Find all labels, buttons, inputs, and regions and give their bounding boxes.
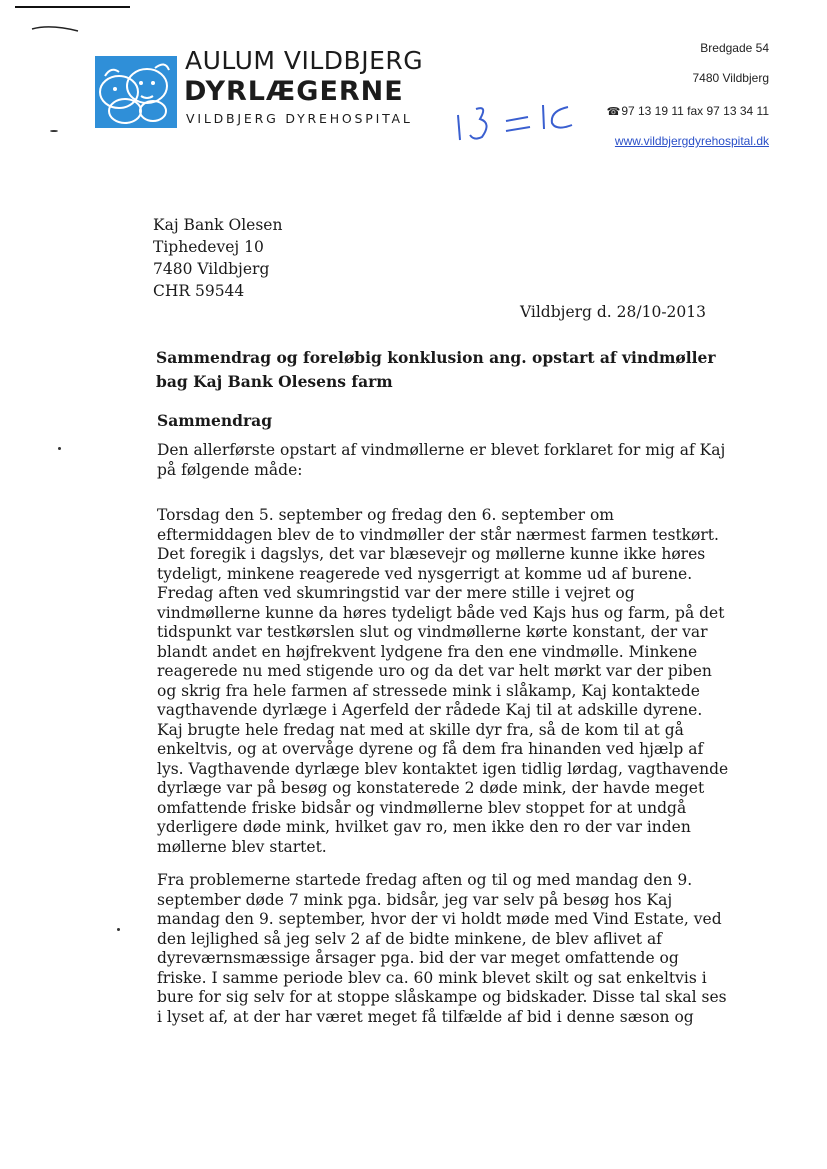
scan-speck xyxy=(117,928,120,931)
clinic-city: 7480 Vildbjerg xyxy=(692,71,769,85)
clinic-name-line1: AULUM VILDBJERG xyxy=(185,46,424,75)
scan-mark-curve xyxy=(30,20,80,32)
recipient-address xyxy=(153,214,282,302)
section-heading: Sammendrag xyxy=(157,411,273,430)
recipient-chr: CHR 59544 xyxy=(153,282,245,300)
scan-speck xyxy=(50,130,58,132)
sheep-cow-logo-icon xyxy=(95,56,177,128)
recipient-street: Tiphedevej 10 xyxy=(153,238,264,256)
scan-speck xyxy=(58,447,61,450)
telephone-icon: ☎ xyxy=(606,106,621,118)
body-paragraph: Torsdag den 5. september og fredag den 6. september om eftermiddagen blev de to vindmøller der står nærmest farmen testkørt. Det foregik i dagslys, det var blæsevejr og møllerne kunne ikke høres tydeligt, minkene reagerede ved nysgerrigt at komme ud af burene. Fredag aften ved skumringstid var der mere stille i vejret og vindmøllerne kunne da høres tydeligt både ved Kajs hus og farm, på det tidspunkt var testkørslen slut og vindmøllerne kørte konstant, der var blandt andet en højfrekvent lydgene fra den ene vindmølle. Minkene reagerede nu med stigende uro og da det var helt mørkt var der piben og skrig fra hele farmen af stressede mink i slåkamp, Kaj kontaktede vagthavende dyrlæge i Agerfeld der rådede Kaj til at adskille dyrene. Kaj brugte hele fredag nat med at skille dyr fra, så de kom til at gå enkeltvis, og at overvåge dyrene og få dem fra hinanden ved hjælp af lys. Vagthavende dyrlæge blev kontaktet igen tidlig lørdag, vagthavende dyrlæge var på besøg og konstaterede 2 døde mink, der havde meget omfattende friske bidsår og vindmøllerne blev stoppet for at undgå yderligere døde mink, hvilket gav ro, men ikke den ro der var inden møllerne blev startet. xyxy=(157,506,729,856)
handwritten-note xyxy=(448,95,588,155)
clinic-website-link[interactable]: www.vildbjergdyrehospital.dk xyxy=(614,134,769,148)
letter-subject: Sammendrag og foreløbig konklusion ang. opstart af vindmøller bag Kaj Bank Olesens farm xyxy=(156,348,716,391)
recipient-name: Kaj Bank Olesen xyxy=(153,216,283,234)
body-paragraph: Fra problemerne startede fredag aften og til og med mandag den 9. september døde 7 mink pga. bidsår, jeg var selv på besøg hos Kaj mandag den 9. september, hvor der vi holdt møde med Vind Estate, ved den lejlighed så jeg selv 2 af de bidte minkene, de blev aflivet af dyreværnsmæssige årsager pga. bid der var meget omfattende og friske. I samme periode blev ca. 60 mink blevet skilt og sat enkeltvis i bure for sig selv for at stoppe slåskampe og bidskader. Disse tal skal ses i lyset af, at der har været meget få tilfælde af bid i denne sæson og xyxy=(157,871,727,1026)
scan-mark-line xyxy=(15,6,130,8)
body-paragraph: Den allerførste opstart af vindmøllerne er blevet forklaret for mig af Kaj på følgende måde: xyxy=(157,441,726,479)
clinic-phone-line xyxy=(607,104,769,118)
clinic-name-line2: DYRLÆGERNE xyxy=(184,76,404,107)
clinic-logo xyxy=(95,56,177,128)
clinic-street: Bredgade 54 xyxy=(700,41,769,55)
clinic-subtitle: VILDBJERG DYREHOSPITAL xyxy=(186,111,413,126)
recipient-city: 7480 Vildbjerg xyxy=(153,260,270,278)
clinic-phone: 97 13 19 11 fax 97 13 34 11 xyxy=(621,104,769,118)
letter-date: Vildbjerg d. 28/10-2013 xyxy=(519,303,706,321)
